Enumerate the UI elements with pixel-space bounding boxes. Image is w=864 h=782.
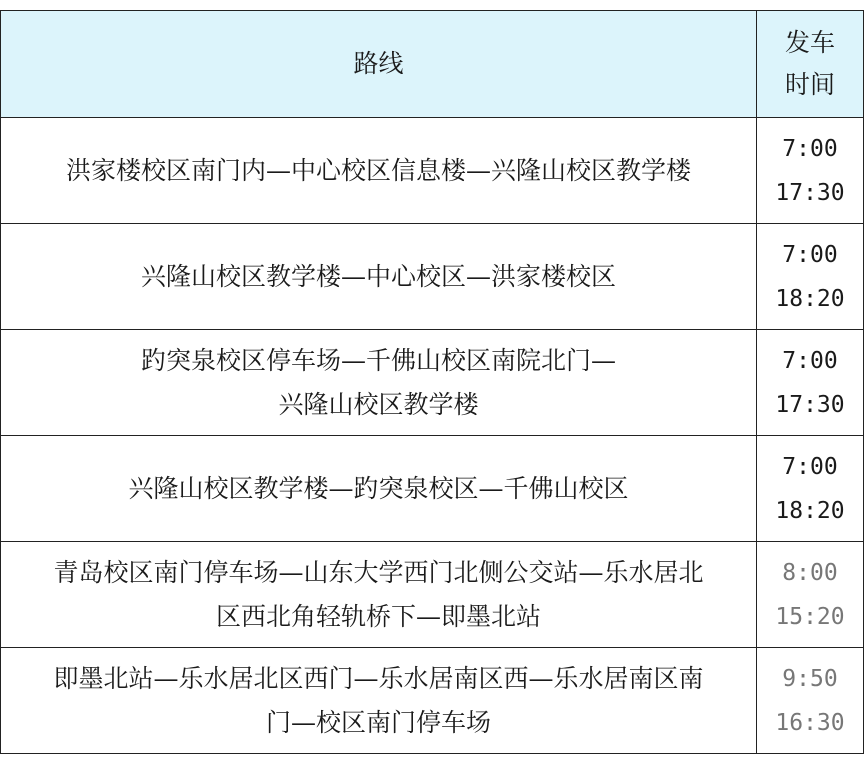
route-text: 洪家楼校区南门内—中心校区信息楼—兴隆山校区教学楼 [65,155,691,185]
table-row [1,648,864,754]
departure-time-2: 17:30 [775,391,845,418]
table-row [1,224,864,330]
route-text-line1: 青岛校区南门停车场—山东大学西门北侧公交站—乐水居北 [53,557,704,587]
route-cell [1,224,757,330]
route-header-cell [1,11,757,118]
time-cell [757,118,864,224]
time-cell [757,542,864,648]
route-text-line1: 即墨北站—乐水居北区西门—乐水居南区西—乐水居南区南 [53,663,704,693]
time-cell [757,330,864,436]
route-cell [1,330,757,436]
route-text: 兴隆山校区教学楼—趵突泉校区—千佛山校区 [128,473,629,503]
departure-time-1: 7:00 [782,347,838,374]
departure-time-2: 18:20 [775,497,845,524]
time-cell [757,224,864,330]
time-header-label-line1: 发车 [784,28,835,57]
time-cell [757,648,864,754]
table-row [1,542,864,648]
departure-time-2: 16:30 [775,709,845,736]
route-cell [1,542,757,648]
route-cell [1,436,757,542]
departure-time-2: 15:20 [775,603,845,630]
route-text-line2: 兴隆山校区教学楼 [278,389,479,419]
table-row [1,118,864,224]
time-cell [757,436,864,542]
table-header-row [1,11,864,118]
time-header-cell [757,11,864,118]
departure-time-2: 18:20 [775,285,845,312]
route-cell [1,648,757,754]
departure-time-1: 7:00 [782,135,838,162]
route-text-line2: 区西北角轻轨桥下—即墨北站 [215,601,541,631]
departure-time-1: 9:50 [782,665,838,692]
route-text-line2: 门—校区南门停车场 [265,707,491,737]
departure-time-1: 7:00 [782,241,838,268]
departure-time-1: 8:00 [782,559,838,586]
table-row [1,330,864,436]
departure-time-2: 17:30 [775,179,845,206]
time-header-label-line2: 时间 [784,70,835,99]
route-text-line1: 趵突泉校区停车场—千佛山校区南院北门— [140,345,616,375]
route-text: 兴隆山校区教学楼—中心校区—洪家楼校区 [140,261,616,291]
bus-schedule-table [0,10,864,754]
route-header-label: 路线 [353,49,404,78]
departure-time-1: 7:00 [782,453,838,480]
route-cell [1,118,757,224]
table-row [1,436,864,542]
